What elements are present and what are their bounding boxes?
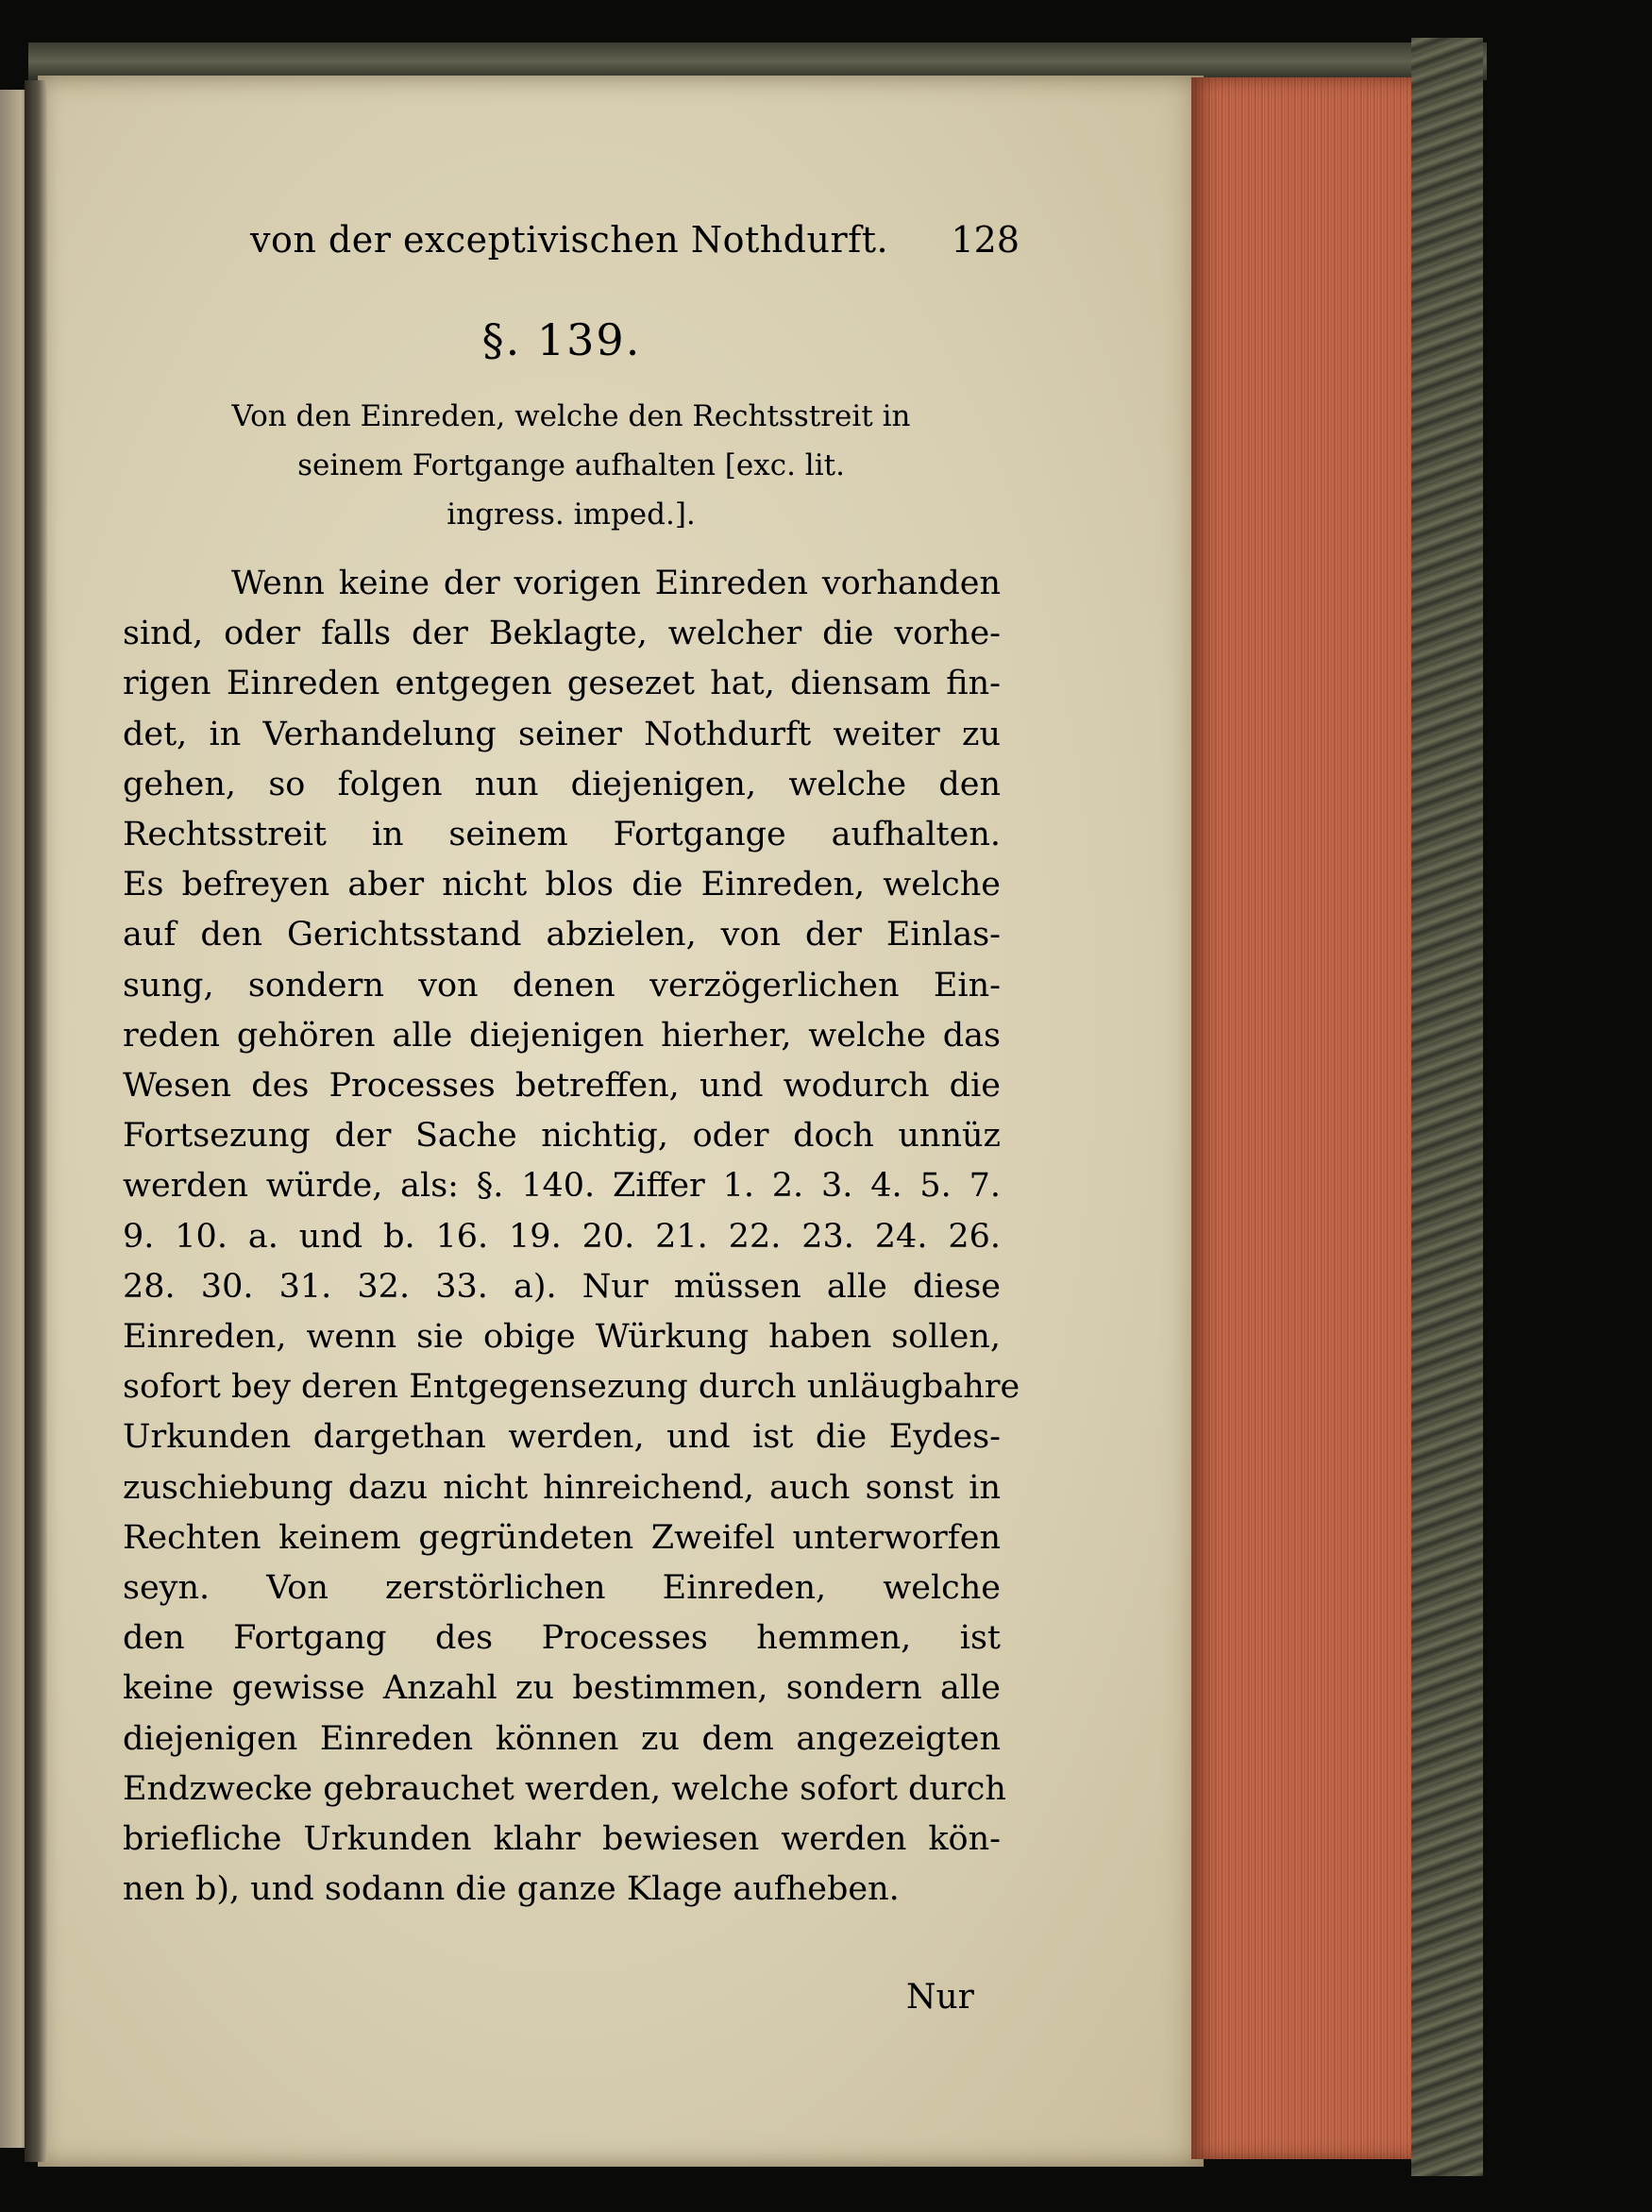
section-heading: [146, 392, 996, 539]
text-line: Urkunden dargethan werden, und ist die Eydes-: [123, 1418, 1001, 1457]
text-line: 9. 10. a. und b. 16. 19. 20. 21. 22. 23. 24. 26.: [123, 1217, 1001, 1256]
text-line: briefliche Urkunden klahr bewiesen werden kön-: [123, 1820, 1001, 1859]
text-line: rigen Einreden entgegen gesezet hat, diensam fin-: [123, 665, 1001, 703]
text-line: Fortsezung der Sache nichtig, oder doch unnüz: [123, 1117, 1001, 1156]
text-line: keine gewisse Anzahl zu bestimmen, sondern alle: [123, 1669, 1001, 1708]
text-line: nen b), und sodann die ganze Klage aufheben.: [123, 1870, 900, 1909]
running-head-title: von der exceptivischen Nothdurft.: [250, 219, 889, 261]
text-line: gehen, so folgen nun diejenigen, welche den: [123, 765, 1001, 803]
text-line: 28. 30. 31. 32. 33. a). Nur müssen alle diese: [123, 1267, 1001, 1306]
binding-gutter: [25, 80, 47, 2162]
cover-top-edge: [28, 42, 1487, 80]
text-line: Einreden, wenn sie obige Würkung haben sollen,: [123, 1318, 1001, 1357]
text-line: reden gehören alle diejenigen hierher, welche das: [123, 1016, 1001, 1055]
running-head: [118, 219, 1020, 276]
text-line: Es befreyen aber nicht blos die Einreden, welche: [123, 866, 1001, 904]
text-line: werden würde, als: §. 140. Ziffer 1. 2. 3. 4. 5. 7.: [123, 1167, 1001, 1206]
text-line: zuschiebung dazu nicht hinreichend, auch sonst in: [123, 1468, 1001, 1507]
text-line: Rechten keinem gegründeten Zweifel unterworfen: [123, 1518, 1001, 1557]
section-heading-line: seinem Fortgange aufhalten [exc. lit.: [297, 448, 845, 482]
text-line: Endzwecke gebrauchet werden, welche sofort durch: [123, 1769, 1006, 1808]
body-paragraph: [123, 559, 1020, 1915]
page-number: 128: [951, 219, 1020, 261]
section-heading-line: ingress. imped.].: [447, 498, 696, 532]
catchword: Nur: [906, 1978, 974, 2017]
text-line: sung, sondern von denen verzögerlichen Ein-: [123, 966, 1001, 1005]
section-number: §. 139.: [481, 314, 642, 365]
text-line: Wenn keine der vorigen Einreden vorhanden: [231, 565, 1001, 602]
text-line: diejenigen Einreden können zu dem angezeigten: [123, 1719, 1001, 1758]
text-line: den Fortgang des Processes hemmen, ist: [123, 1619, 1001, 1658]
text-line: det, in Verhandelung seiner Nothdurft weiter zu: [123, 715, 1001, 753]
section-heading-line: Von den Einreden, welche den Rechtsstreit in: [231, 399, 911, 433]
text-line: auf den Gerichtsstand abzielen, von der Einlas-: [123, 916, 1001, 954]
text-line: sofort bey deren Entgegensezung durch unläugbahre: [123, 1368, 1020, 1407]
text-line: seyn. Von zerstörlichen Einreden, welche: [123, 1569, 1001, 1608]
text-line: sind, oder falls der Beklagte, welcher die vorhe-: [123, 615, 1001, 653]
cover-board: [1411, 38, 1483, 2176]
text-line: Wesen des Processes betreffen, und wodurch die: [123, 1067, 1001, 1106]
text-line: Rechtsstreit in seinem Fortgange aufhalten.: [123, 816, 1001, 854]
page-block-edges: [1191, 77, 1423, 2159]
